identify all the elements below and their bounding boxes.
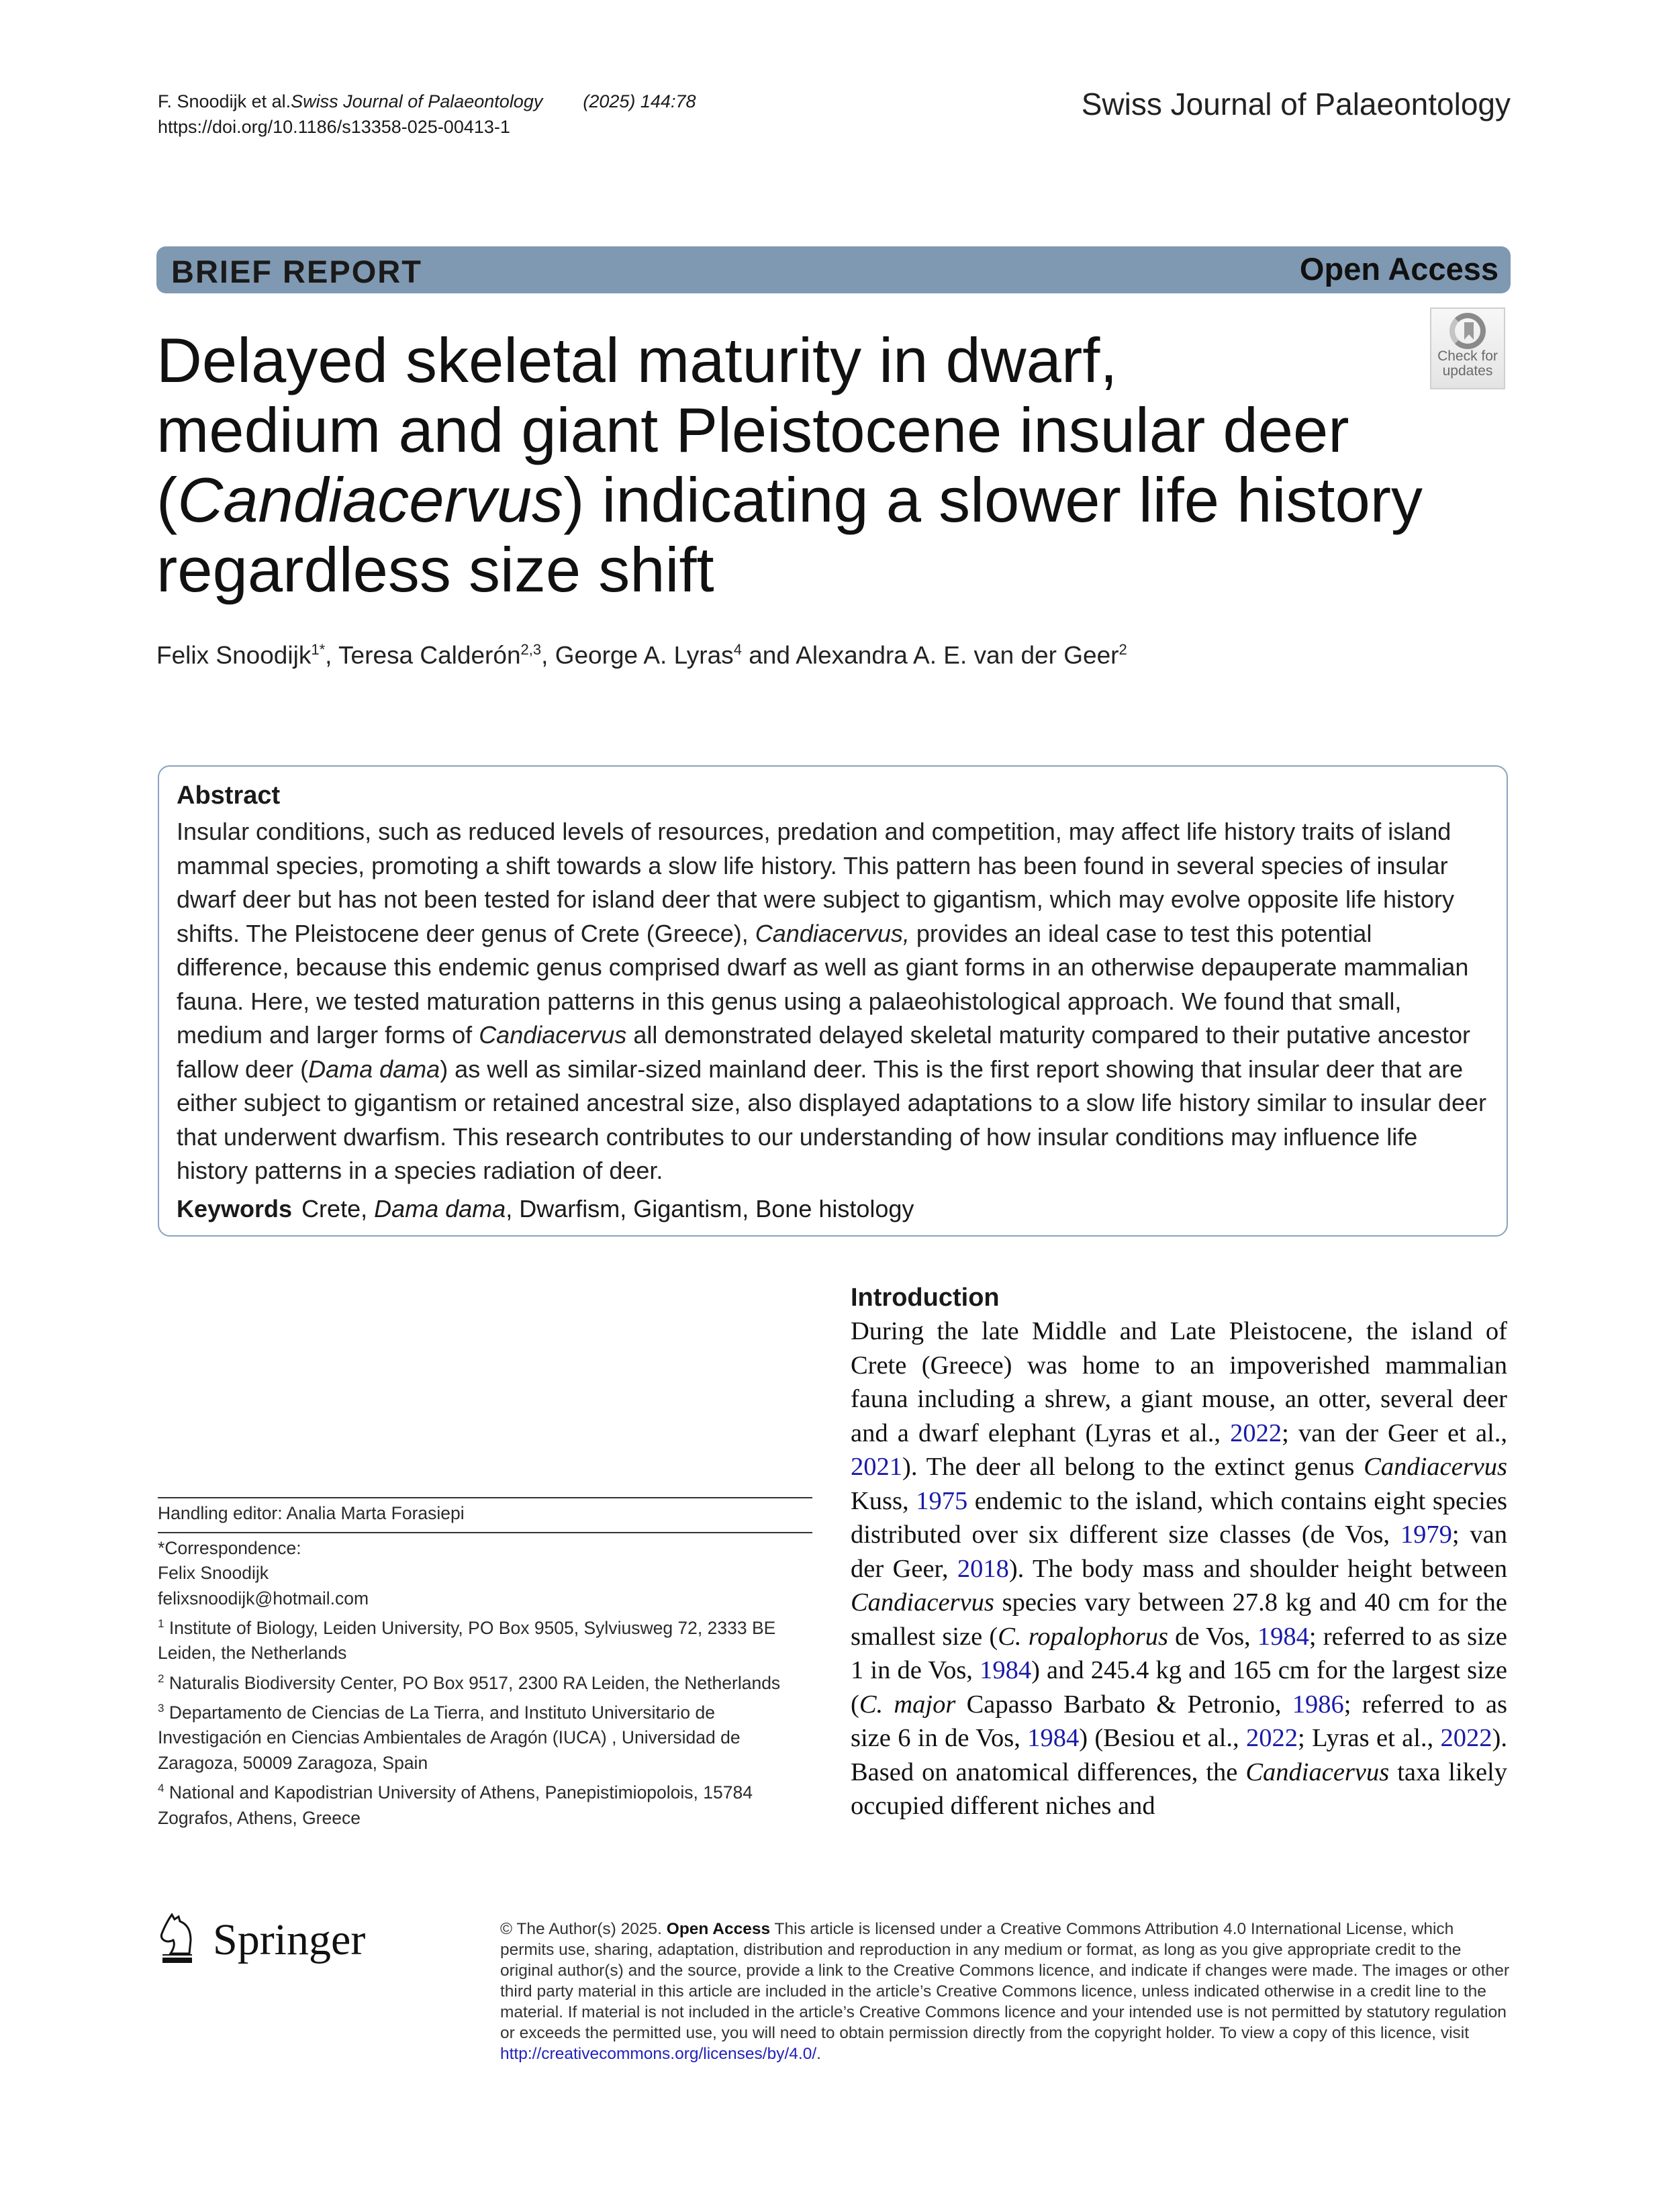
check-for-updates-button[interactable] [1430,307,1505,389]
introduction-section [851,1281,1507,1823]
author-name[interactable]: Alexandra A. E. van der Geer [796,641,1119,669]
title-line-4: regardless size shift [156,534,714,605]
author-affiliation: 2 [1119,641,1127,658]
citation-link[interactable]: 1984 [980,1656,1032,1684]
affiliation-number: 4 [158,1782,164,1795]
species: C. ropalophorus [998,1622,1168,1651]
text: ; referred to as size 1 in de Vos, [851,1622,1507,1684]
abstract-box [158,765,1508,1237]
affiliation [158,1776,812,1831]
footnotes [158,1497,812,1831]
text: ) and 245.4 kg and 165 cm for the largest size ( [851,1656,1507,1719]
abstract-text [177,815,1489,1188]
citation-link[interactable]: 2022 [1246,1724,1298,1752]
title-line-1: Delayed skeletal maturity in dwarf, [156,325,1118,395]
abstract-part: all demonstrated delayed skeletal maturity compared to their putative ancestor fallow deer ( [177,1021,1470,1083]
text: endemic to the island, which contains eight species distributed over six different size classes (de Vos, [851,1486,1507,1549]
keyword: Dama dama [374,1194,506,1222]
volume-issue: (2025) 144:78 [583,91,696,111]
title-line-3-rest: ) indicating a slower life history [563,465,1423,535]
title-line-2: medium and giant Pleistocene insular deer [156,395,1349,465]
title-genus: Candiacervus [177,465,564,535]
license-notice [500,1919,1511,2064]
keyword: Crete, [301,1194,375,1222]
affiliation-number: 2 [158,1672,164,1685]
abstract-part: provides an ideal case to test this potential difference, because this endemic genus comprised dwarf as well as giant forms in an otherwise depauperate mammalian fauna. Here, we tested maturation patterns in this genus using a palaeohistological approach. We found that small, medium and larger forms of [177,919,1469,1049]
text: ; Lyras et al., [1298,1724,1441,1752]
citation-link[interactable]: 1984 [1257,1622,1309,1651]
author-separator: , [325,641,339,669]
keywords-label: Keywords [177,1194,293,1222]
species: C. major [859,1690,956,1719]
doi-link[interactable]: https://doi.org/10.1186/s13358-025-00413-1 [158,117,510,137]
text: ). Based on anatomical differences, the [851,1724,1507,1786]
running-authors: F. Snoodijk et al. [158,91,291,111]
open-access-label: Open Access [1299,251,1498,287]
introduction-heading: Introduction [851,1284,1000,1312]
article-type-banner [156,246,1511,293]
open-access-label: Open Access [666,1920,771,1938]
title-paren: ( [156,465,178,535]
text: de Vos, [1168,1622,1257,1651]
author-affiliation: 1* [311,641,326,658]
license-end: . [816,2045,821,2063]
text: ; referred to as size 6 in de Vos, [851,1690,1508,1752]
citation-link[interactable]: 2018 [957,1554,1009,1583]
citation-link[interactable]: 2021 [851,1453,902,1481]
running-header [158,89,696,140]
affiliation [158,1666,812,1696]
introduction-text [851,1314,1507,1823]
copyright: © The Author(s) 2025. [500,1920,667,1938]
text: Capasso Barbato & Petronio, [955,1690,1292,1719]
correspondence-label: *Correspondence: [158,1537,301,1558]
affiliation [158,1611,812,1666]
abstract-species: Dama dama [308,1055,440,1083]
article-title [156,326,1432,605]
affiliation-text: Naturalis Biodiversity Center, PO Box 9517, 2300 RA Leiden, the Netherlands [164,1672,781,1693]
abstract-heading: Abstract [177,781,281,810]
text: Kuss, [851,1486,916,1515]
affiliation-text: National and Kapodistrian University of Athens, Panepistimiopolois, 15784 Zografos, Athens, Greece [158,1782,753,1828]
correspondence-name: Felix Snoodijk [158,1563,269,1583]
text: ) (Besiou et al., [1079,1724,1247,1752]
springer-logo [156,1913,391,1964]
author-list [156,641,1127,669]
author-name[interactable]: George A. Lyras [555,641,734,669]
affiliation-number: 3 [158,1702,164,1715]
check-updates-line1: Check for [1437,348,1498,364]
correspondence-email[interactable]: felixsnoodijk@hotmail.com [158,1588,369,1608]
author-affiliation: 4 [733,641,742,658]
genus: Candiacervus [851,1588,994,1617]
article-type-label: BRIEF REPORT [171,254,422,289]
title-line-3 [156,465,1432,535]
abstract-part: Insular conditions, such as reduced levels of resources, predation and competition, may affect life history traits of island mammal species, promoting a shift towards a slow life history. This pattern has been found in several species of insular dwarf deer but has not been tested for island deer that were subject to gigantism, which may evolve opposite life history shifts. The Pleistocene deer genus of Crete (Greece), [177,818,1455,947]
affiliation-text: Departamento de Ciencias de La Tierra, and Instituto Universitario de Investigación en Ciencias Ambientales de Aragón (IUCA) , Universidad de Zaragoza, 50009 Zaragoza, Spain [158,1702,741,1773]
license-text: This article is licensed under a Creative Commons Attribution 4.0 International License, which permits use, sharing, adaptation, distribution and reproduction in any medium or format, as long as you give appropriate credit to the original author(s) and the source, provide a link to the Creative Commons licence, and indicate if changes were made. The images or other third party material in this article are included in the article’s Creative Commons licence, unless indicated otherwise in a credit line to the material. If material is not included in the article’s Creative Commons licence and your intended use is not permitted by statutory regulation or exceeds the permitted use, you will need to obtain permission directly from the copyright holder. To view a copy of this licence, visit [500,1920,1510,2042]
author-name[interactable]: Teresa Calderón [338,641,521,669]
citation-link[interactable]: 2022 [1440,1724,1492,1752]
text: species vary between 27.8 kg and 40 cm for the smallest size ( [851,1588,1507,1651]
text: ). The body mass and shoulder height between [1008,1554,1507,1583]
running-journal: Swiss Journal of Palaeontology [291,91,543,111]
crossmark-icon [1449,313,1486,349]
keyword: , Dwarfism, Gigantism, Bone histology [506,1194,914,1222]
author-affiliation: 2,3 [520,641,542,658]
text: ; van der Geer et al., [1282,1418,1507,1447]
author-name[interactable]: Felix Snoodijk [156,641,312,669]
author-separator: , [541,641,555,669]
abstract-genus: Candiacervus [479,1021,627,1049]
citation-link[interactable]: 1979 [1400,1521,1452,1549]
citation-link[interactable]: 1984 [1027,1724,1080,1752]
text: ; van der Geer, [851,1521,1507,1583]
affiliation [158,1696,812,1776]
check-updates-line2: updates [1442,363,1493,379]
genus: Candiacervus [1364,1453,1507,1481]
text: ). The deer all belong to the extinct genus [902,1453,1364,1481]
author-separator: and [741,641,796,669]
license-link[interactable]: http://creativecommons.org/licenses/by/4.0/ [500,2045,817,2063]
citation-link[interactable]: 2022 [1230,1418,1282,1447]
text: taxa likely occupied different niches and [851,1758,1507,1820]
text: During the late Middle and Late Pleistocene, the island of Crete (Greece) was home to an impoverished mammalian fauna including a shrew, a giant mouse, an otter, several deer and a dwarf elephant (Lyras et al., [851,1317,1507,1447]
keywords [177,1192,1489,1226]
genus: Candiacervus [1245,1758,1390,1786]
abstract-genus: Candiacervus, [755,919,910,947]
springer-wordmark: Springer [213,1915,366,1964]
abstract-part: ) as well as similar-sized mainland deer. This is the first report showing that insular deer that are either subject to gigantism or retained ancestral size, also displayed adaptations to a slow life history similar to insular deer that underwent dwarfism. This research contributes to our understanding of how insular conditions may influence life history patterns in a species radiation of deer. [177,1055,1486,1184]
affiliation-number: 1 [158,1617,164,1630]
springer-horse-icon [156,1913,203,1966]
handling-editor: Handling editor: Analia Marta Forasiepi [158,1503,465,1523]
citation-link[interactable]: 1986 [1292,1690,1344,1719]
citation-link[interactable]: 1975 [916,1486,968,1515]
affiliation-text: Institute of Biology, Leiden University, PO Box 9505, Sylviusweg 72, 2333 BE Leiden, the Netherlands [158,1617,776,1664]
journal-name: Swiss Journal of Palaeontology [1081,87,1511,122]
